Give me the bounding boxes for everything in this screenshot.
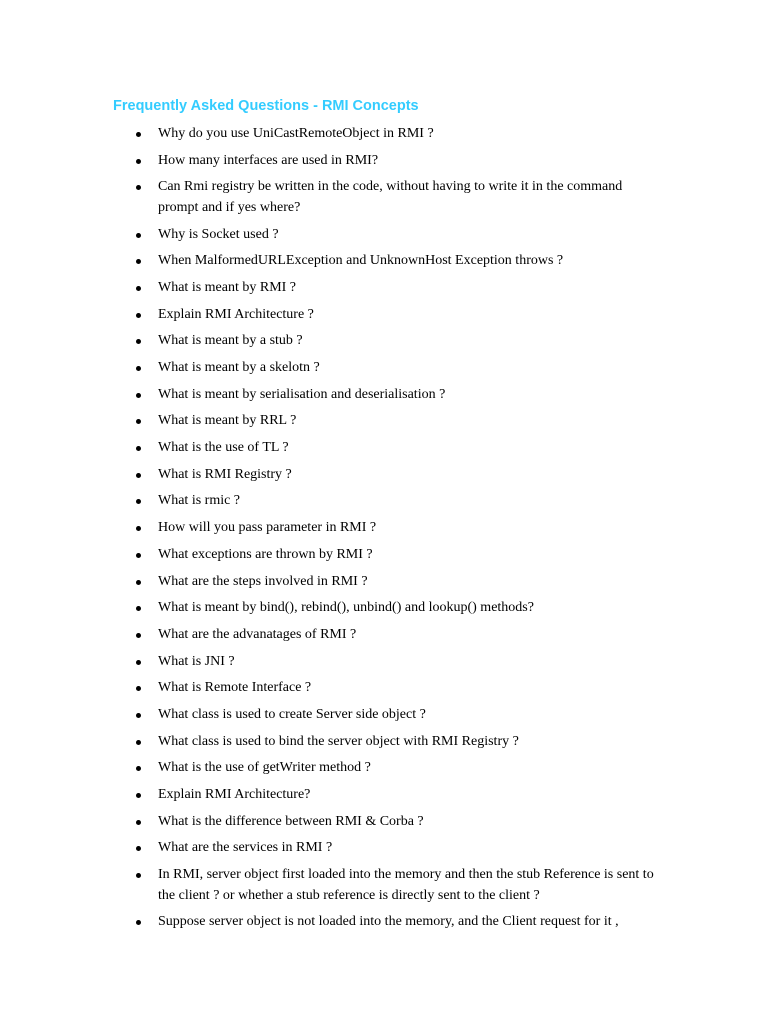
question-text: Suppose server object is not loaded into the memory, and the Client request for it ,	[158, 914, 619, 930]
question-item	[0, 491, 658, 512]
question-item	[0, 305, 658, 326]
bullet-icon	[136, 286, 141, 291]
question-item	[0, 678, 658, 699]
question-text: What is JNI ?	[158, 653, 235, 669]
question-item	[0, 812, 658, 833]
question-text: What is Remote Interface ?	[158, 680, 312, 696]
question-item	[0, 151, 658, 172]
bullet-icon	[136, 419, 141, 424]
question-list	[0, 124, 658, 939]
question-item	[0, 572, 658, 593]
question-text: When MalformedURLException and UnknownHost Exception throws ?	[158, 253, 564, 269]
question-text: What is the use of TL ?	[158, 440, 289, 456]
question-text: In RMI, server object first loaded into the memory and then the stub Reference is sent to the client ? or whether a stub reference is directly sent to the client ?	[158, 867, 654, 903]
bullet-icon	[136, 473, 141, 478]
bullet-icon	[136, 499, 141, 504]
question-item	[0, 177, 658, 218]
bullet-icon	[136, 185, 141, 190]
bullet-icon	[136, 553, 141, 558]
question-text: What class is used to create Server side object ?	[158, 706, 426, 722]
question-item	[0, 411, 658, 432]
question-text: What is RMI Registry ?	[158, 466, 292, 482]
question-item	[0, 385, 658, 406]
question-text: What are the advanatages of RMI ?	[158, 626, 357, 642]
question-text: What is the use of getWriter method ?	[158, 760, 371, 776]
question-text: What is meant by RMI ?	[158, 279, 297, 295]
question-item	[0, 331, 658, 352]
question-item	[0, 912, 658, 933]
question-item	[0, 705, 658, 726]
question-text: What is the difference between RMI & Corba ?	[158, 813, 424, 829]
bullet-icon	[136, 686, 141, 691]
bullet-icon	[136, 920, 141, 925]
bullet-icon	[136, 820, 141, 825]
question-item	[0, 785, 658, 806]
bullet-icon	[136, 633, 141, 638]
question-text: What are the steps involved in RMI ?	[158, 573, 368, 589]
question-item	[0, 278, 658, 299]
question-text: What class is used to bind the server object with RMI Registry ?	[158, 733, 519, 749]
bullet-icon	[136, 446, 141, 451]
question-text: What is meant by RRL ?	[158, 413, 297, 429]
bullet-icon	[136, 159, 141, 164]
bullet-icon	[136, 339, 141, 344]
bullet-icon	[136, 526, 141, 531]
question-item	[0, 465, 658, 486]
bullet-icon	[136, 132, 141, 137]
bullet-icon	[136, 259, 141, 264]
question-item	[0, 838, 658, 859]
question-item	[0, 625, 658, 646]
page-title: Frequently Asked Questions - RMI Concepts	[113, 98, 419, 114]
question-item	[0, 732, 658, 753]
question-item	[0, 358, 658, 379]
bullet-icon	[136, 393, 141, 398]
bullet-icon	[136, 793, 141, 798]
bullet-icon	[136, 766, 141, 771]
question-item	[0, 865, 658, 906]
question-text: What is meant by bind(), rebind(), unbind() and lookup() methods?	[158, 600, 534, 616]
bullet-icon	[136, 233, 141, 238]
question-text: How will you pass parameter in RMI ?	[158, 520, 377, 536]
question-text: Explain RMI Architecture ?	[158, 306, 314, 322]
question-text: Explain RMI Architecture?	[158, 787, 311, 802]
question-item	[0, 438, 658, 459]
bullet-icon	[136, 873, 141, 878]
question-item	[0, 124, 658, 145]
bullet-icon	[136, 606, 141, 611]
question-text: What is meant by a stub ?	[158, 333, 303, 349]
bullet-icon	[136, 313, 141, 318]
question-text: Why do you use UniCastRemoteObject in RMI ?	[158, 126, 434, 141]
bullet-icon	[136, 846, 141, 851]
question-item	[0, 518, 658, 539]
bullet-icon	[136, 580, 141, 585]
question-text: What is meant by a skelotn ?	[158, 360, 320, 375]
question-item	[0, 652, 658, 673]
question-text: What are the services in RMI ?	[158, 840, 333, 856]
question-item	[0, 758, 658, 779]
bullet-icon	[136, 660, 141, 665]
question-item	[0, 598, 658, 619]
bullet-icon	[136, 366, 141, 371]
question-item	[0, 545, 658, 566]
bullet-icon	[136, 740, 141, 745]
question-text: Can Rmi registry be written in the code, without having to write it in the command prompt and if yes where?	[158, 179, 623, 215]
question-item	[0, 225, 658, 246]
question-text: How many interfaces are used in RMI?	[158, 152, 379, 168]
bullet-icon	[136, 713, 141, 718]
question-item	[0, 251, 658, 272]
question-text: What is meant by serialisation and deserialisation ?	[158, 386, 446, 402]
question-text: Why is Socket used ?	[158, 226, 279, 242]
question-text: What exceptions are thrown by RMI ?	[158, 546, 373, 562]
question-text: What is rmic ?	[158, 493, 241, 509]
